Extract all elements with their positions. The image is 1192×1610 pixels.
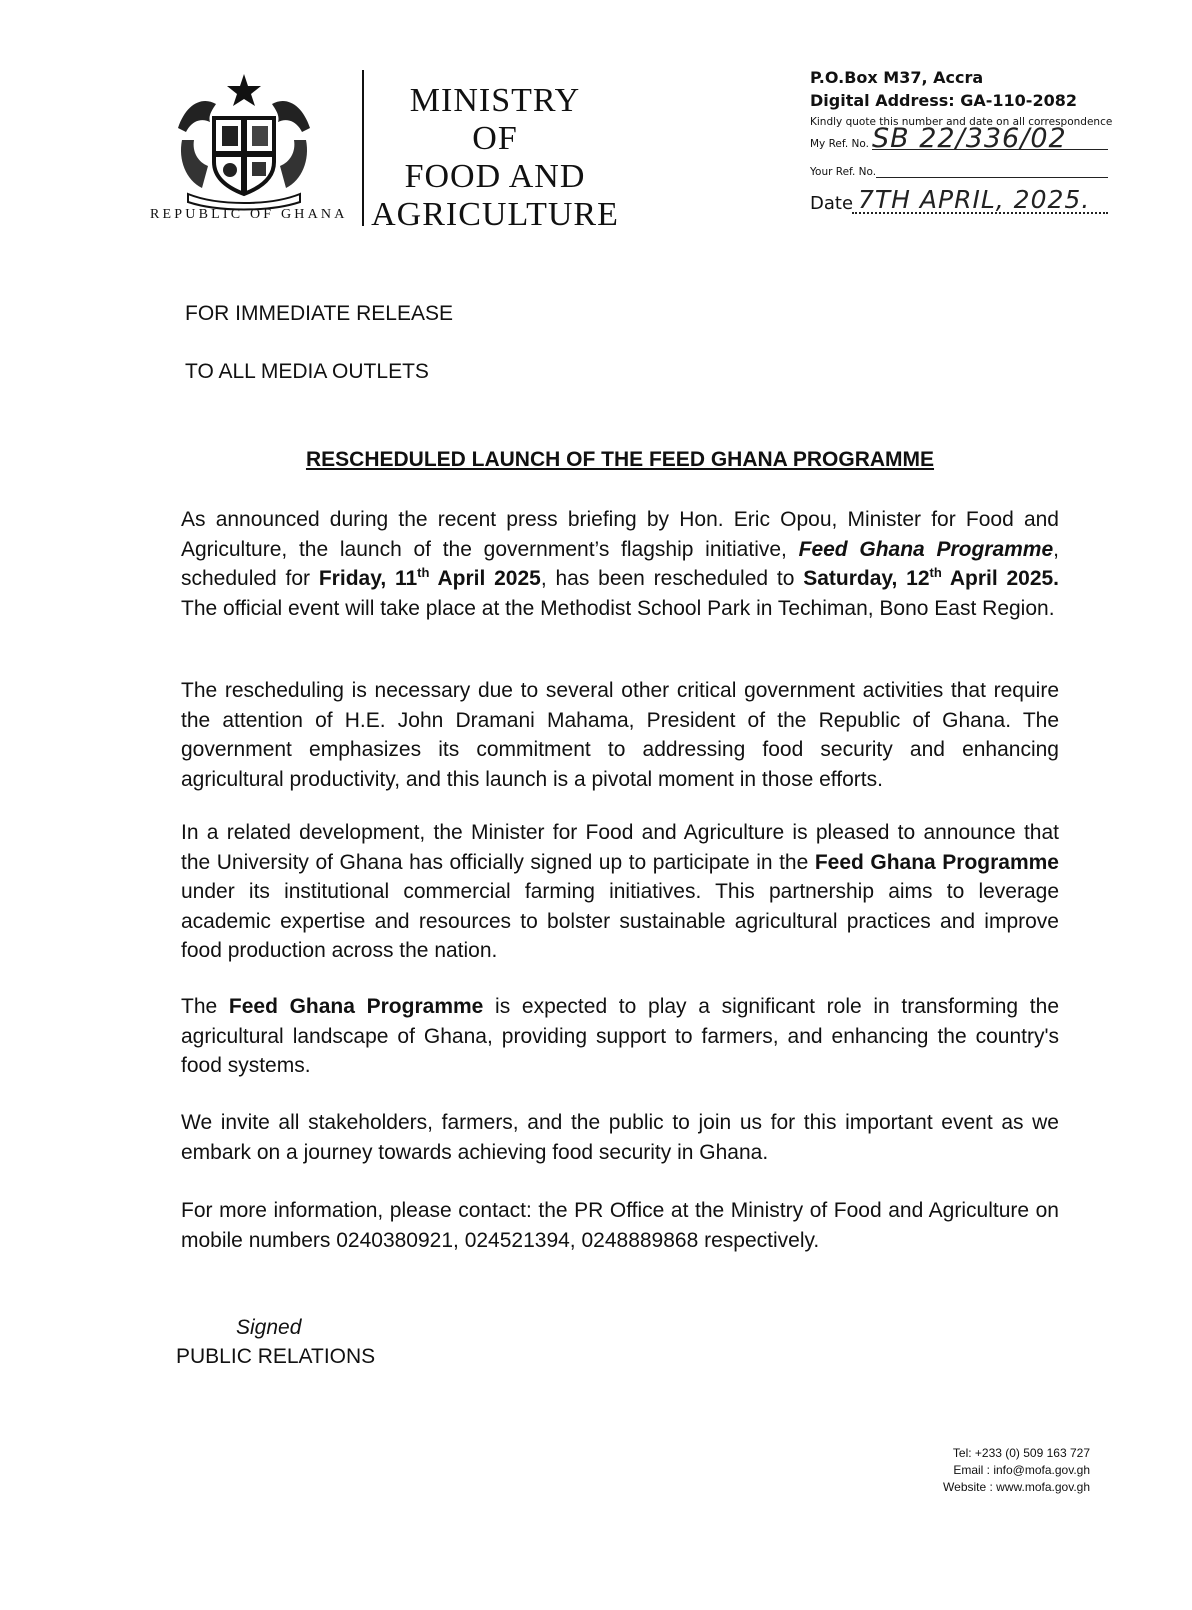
text-run: under its institutional commercial farming initiatives. This partnership aims to leverage academic expertise and resources to bolster sustainable agricultural practices and improve food production across the nation.: [181, 880, 1059, 962]
ministry-line: AGRICULTURE: [371, 196, 619, 233]
date-line: [810, 182, 1150, 216]
footer-tel: Tel: +233 (0) 509 163 727: [952, 1446, 1090, 1460]
ministry-line: OF: [472, 120, 518, 157]
text-run: As announced during the recent press briefing by Hon. Eric Opou, Minister for Food and Agriculture, the launch of the government’s flagship initiative,: [181, 508, 1059, 561]
text-run: The official event will take place at the Methodist School Park in Techiman, Bono East Region.: [181, 596, 1055, 620]
paragraph-announcement: [181, 505, 1059, 623]
paragraph-role: [181, 992, 1059, 1081]
text-run: is expected to play a significant role in transforming the agricultural landscape of Ghana, providing support to farmers, and enhancing the country's food systems.: [181, 995, 1059, 1077]
programme-name: Feed Ghana Programme: [798, 537, 1054, 561]
new-date-month: April 2025.: [941, 567, 1060, 590]
audience-label: TO ALL MEDIA OUTLETS: [185, 360, 429, 383]
programme-name: Feed Ghana Programme: [814, 850, 1059, 874]
footer-email: Email : info@mofa.gov.gh: [953, 1463, 1090, 1477]
my-ref-line: [810, 123, 1150, 154]
signatory-unit: PUBLIC RELATIONS: [176, 1345, 376, 1368]
footer-website: Website : www.mofa.gov.gh: [943, 1480, 1090, 1494]
coat-of-arms-icon: [168, 70, 320, 212]
your-ref-line: [810, 154, 1150, 182]
date-value: 7TH APRIL, 2025.: [858, 185, 1091, 214]
page-title: RESCHEDULED LAUNCH OF THE FEED GHANA PROGRAMME: [305, 448, 935, 471]
contact-block: [810, 66, 1150, 216]
ministry-name: [370, 82, 620, 234]
ordinal-suffix: th: [929, 565, 942, 580]
new-date: Saturday, 12: [803, 567, 930, 590]
text-run: , scheduled for: [181, 537, 1060, 590]
text-run: In a related development, the Minister for Food and Agriculture is pleased to announce that the University of Ghana has officially signed up to participate in the: [181, 821, 1059, 874]
release-label: FOR IMMEDIATE RELEASE: [185, 302, 453, 325]
my-ref-label: My Ref. No.: [810, 138, 869, 150]
text-run: , has been rescheduled to: [540, 567, 804, 590]
text-run: The: [181, 995, 229, 1018]
paragraph-university: [181, 818, 1059, 966]
po-box: P.O.Box M37, Accra: [810, 68, 984, 87]
your-ref-rule: [876, 177, 1108, 178]
ministry-line: FOOD AND: [404, 158, 586, 195]
paragraph-contact: For more information, please contact: the PR Office at the Ministry of Food and Agriculture on mobile numbers 0240380921, 024521394, 0248889868 respectively.: [181, 1199, 1059, 1252]
ordinal-suffix: th: [417, 565, 430, 580]
my-ref-value: SB 22/336/02: [872, 123, 1067, 154]
quote-note: Kindly quote this number and date on all correspondence: [810, 116, 1113, 128]
paragraph-invitation: We invite all stakeholders, farmers, and the public to join us for this important event as we embark on a journey towards achieving food security in Ghana.: [181, 1111, 1059, 1164]
original-date-month: April 2025: [429, 567, 541, 590]
digital-address: Digital Address: GA-110-2082: [810, 91, 1077, 110]
footer-contact: [880, 1445, 1090, 1496]
date-label: Date: [810, 193, 854, 214]
programme-name: Feed Ghana Programme: [228, 995, 484, 1018]
original-date: Friday, 11: [318, 567, 418, 590]
republic-label: REPUBLIC OF GHANA: [150, 207, 348, 222]
your-ref-label: Your Ref. No.: [810, 166, 877, 178]
signed-label: Signed: [236, 1316, 302, 1339]
paragraph-reason: The rescheduling is necessary due to several other critical government activities that require the attention of H.E. John Dramani Mahama, President of the Republic of Ghana. The government emphasizes its commitment to addressing food security and enhancing agricultural productivity, and this launch is a pivotal moment in those efforts.: [181, 679, 1059, 791]
letterhead-divider: [362, 70, 364, 226]
ministry-line: MINISTRY: [409, 82, 581, 119]
